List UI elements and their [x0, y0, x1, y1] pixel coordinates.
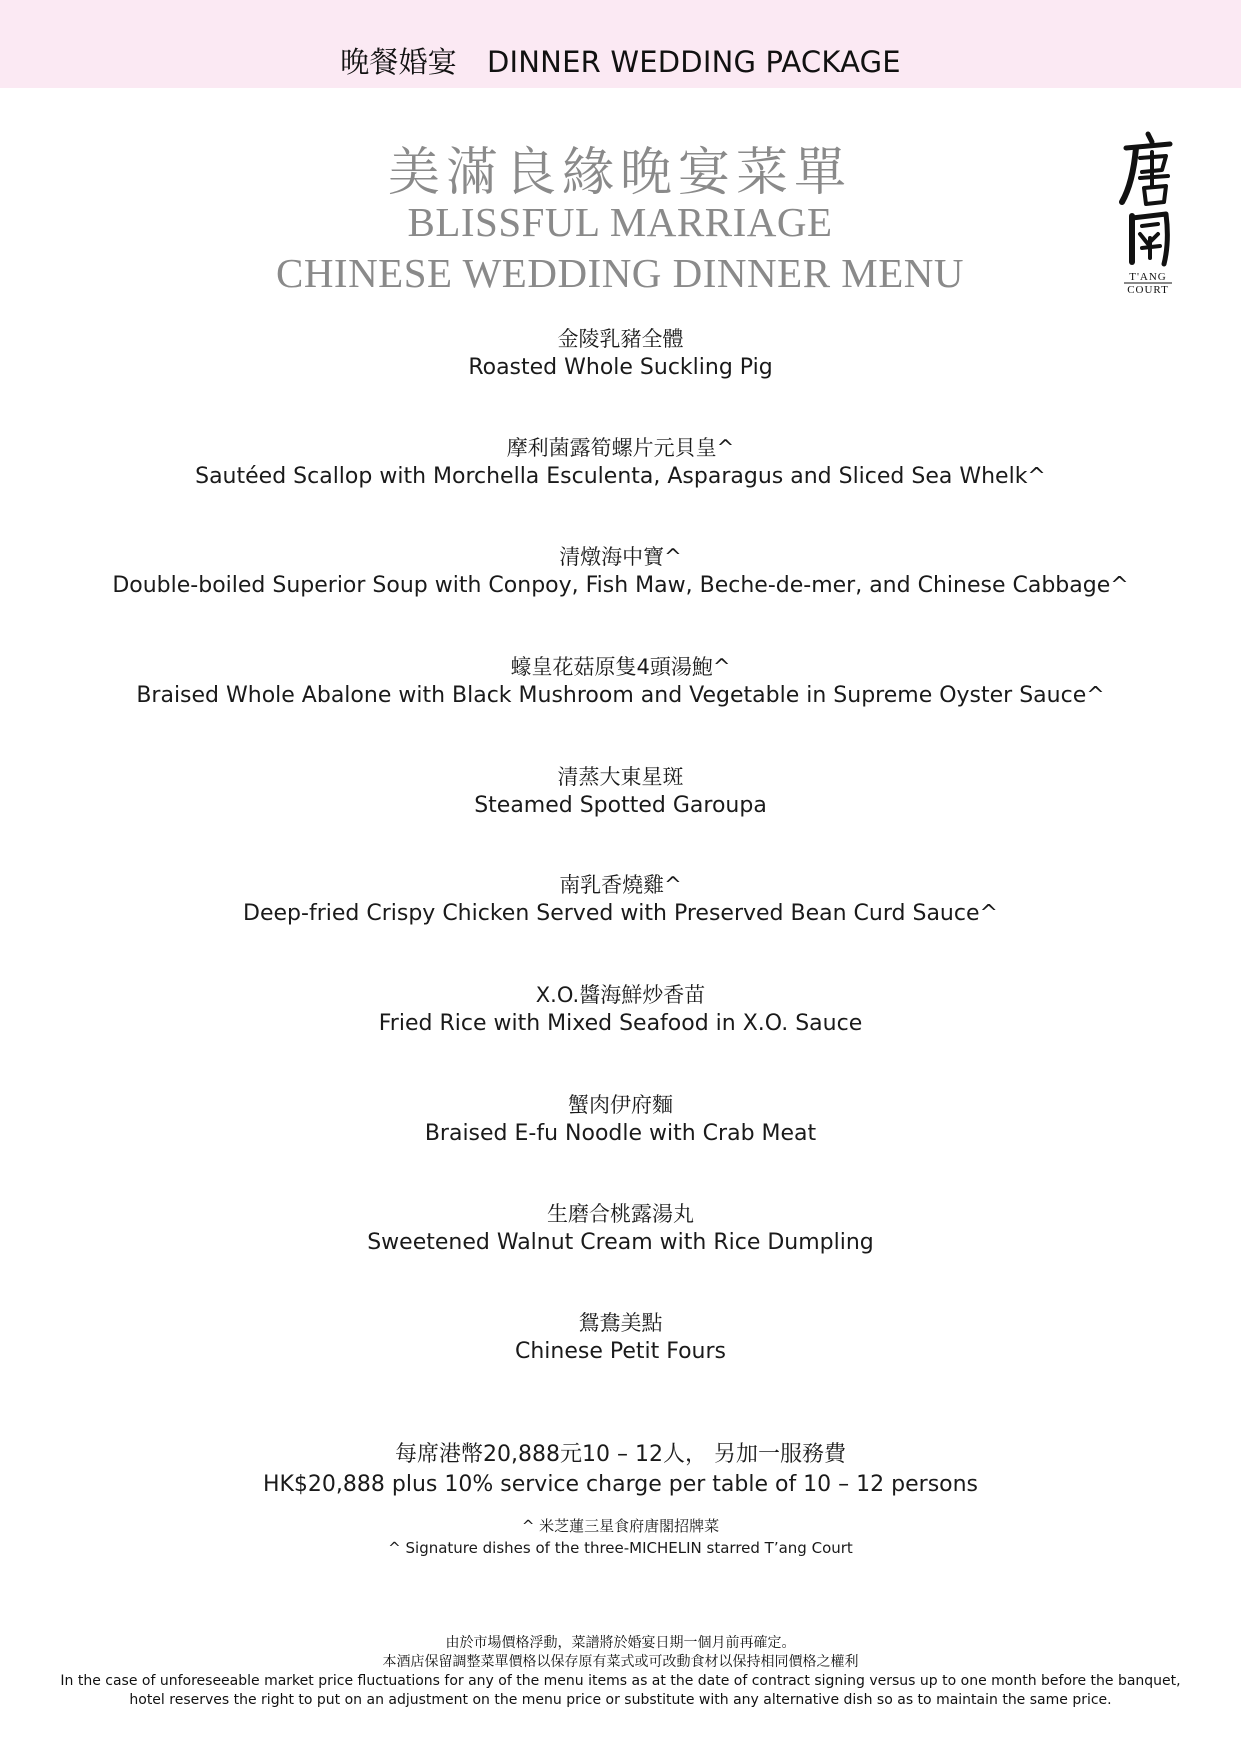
menu-item: [60, 1200, 1181, 1257]
dish-name-zh: 清燉海中寶^: [559, 545, 682, 569]
dish-name-zh: 南乳香燒雞^: [559, 873, 682, 897]
svg-text:T'ANG: T'ANG: [1129, 271, 1167, 283]
header-title-zh: 晚餐婚宴: [340, 45, 457, 79]
disclaimer: [10, 1634, 1231, 1710]
dish-name-en: Double-boiled Superior Soup with Conpoy, Fish Maw, Beche-de-mer, and Chinese Cabbage^: [112, 573, 1129, 598]
price-info: [60, 1440, 1181, 1500]
dish-name-zh: 清蒸大東星斑: [557, 765, 684, 789]
dish-name-zh: 蠔皇花菇原隻4頭湯鮑^: [510, 655, 731, 679]
disclaimer-en-line2: hotel reserves the right to put on an adjustment on the menu price or substitute with any alternative dish so as to maintain the same price.: [129, 1692, 1112, 1708]
dish-name-zh: 金陵乳豬全體: [557, 327, 684, 351]
calligraphy-logo-icon: [1118, 130, 1178, 295]
svg-text:COURT: COURT: [1127, 284, 1169, 295]
dish-name-zh: X.O.醬海鮮炒香苗: [535, 983, 706, 1007]
dish-name-en: Roasted Whole Suckling Pig: [468, 355, 773, 380]
disclaimer-en-line1: In the case of unforeseeable market price fluctuations for any of the menu items as at the date of contract signing versus up to one month before the banquet,: [60, 1673, 1181, 1689]
menu-item: [60, 763, 1181, 820]
menu-item: [60, 325, 1181, 382]
dish-name-en: Deep-fried Crispy Chicken Served with Preserved Bean Curd Sauce^: [243, 901, 998, 926]
dish-name-zh: 鴛鴦美點: [578, 1311, 663, 1335]
dish-name-en: Braised E-fu Noodle with Crab Meat: [424, 1121, 817, 1146]
dish-name-zh: 摩利菌露筍螺片元貝皇^: [506, 436, 735, 460]
dish-name-zh: 蟹肉伊府麵: [568, 1093, 673, 1117]
signature-note-zh: ^ 米芝蓮三星食府唐閣招牌菜: [521, 1517, 720, 1535]
price-zh: 每席港幣20,888元10 – 12人， 另加一服務費: [395, 1442, 846, 1467]
menu-item: [60, 871, 1181, 928]
menu-item: [60, 543, 1181, 600]
dish-name-en: Steamed Spotted Garoupa: [474, 793, 767, 818]
menu-title-en-line2: CHINESE WEDDING DINNER MENU: [275, 250, 965, 296]
header-title-en: DINNER WEDDING PACKAGE: [487, 45, 901, 79]
menu-item: [60, 981, 1181, 1038]
page-header: [0, 40, 1241, 81]
tang-court-logo: [1118, 130, 1178, 295]
disclaimer-zh-line1: 由於市場價格浮動，菜譜將於婚宴日期一個月前再確定。: [445, 1635, 796, 1651]
menu-item: [60, 434, 1181, 491]
signature-note-en: ^ Signature dishes of the three-MICHELIN starred T’ang Court: [388, 1539, 853, 1557]
dish-name-en: Fried Rice with Mixed Seafood in X.O. Sauce: [378, 1011, 863, 1036]
signature-note: [60, 1515, 1181, 1559]
menu-title-zh: 美滿良緣晚宴菜單: [387, 143, 852, 203]
dish-name-en: Chinese Petit Fours: [514, 1339, 727, 1364]
dish-name-en: Sweetened Walnut Cream with Rice Dumpling: [367, 1230, 874, 1255]
menu-item: [60, 1091, 1181, 1148]
menu-item: [60, 653, 1181, 710]
disclaimer-zh-line2: 本酒店保留調整菜單價格以保存原有菜式或可改動食材以保持相同價格之權利: [382, 1654, 859, 1670]
dish-name-zh: 生磨合桃露湯丸: [547, 1202, 694, 1226]
dish-name-en: Braised Whole Abalone with Black Mushroom and Vegetable in Supreme Oyster Sauce^: [136, 683, 1105, 708]
menu-title-en-line1: BLISSFUL MARRIAGE: [407, 199, 833, 245]
price-en: HK$20,888 plus 10% service charge per table of 10 – 12 persons: [262, 1472, 979, 1497]
menu-item: [60, 1309, 1181, 1366]
dish-name-en: Sautéed Scallop with Morchella Esculenta, Asparagus and Sliced Sea Whelk^: [195, 464, 1046, 489]
